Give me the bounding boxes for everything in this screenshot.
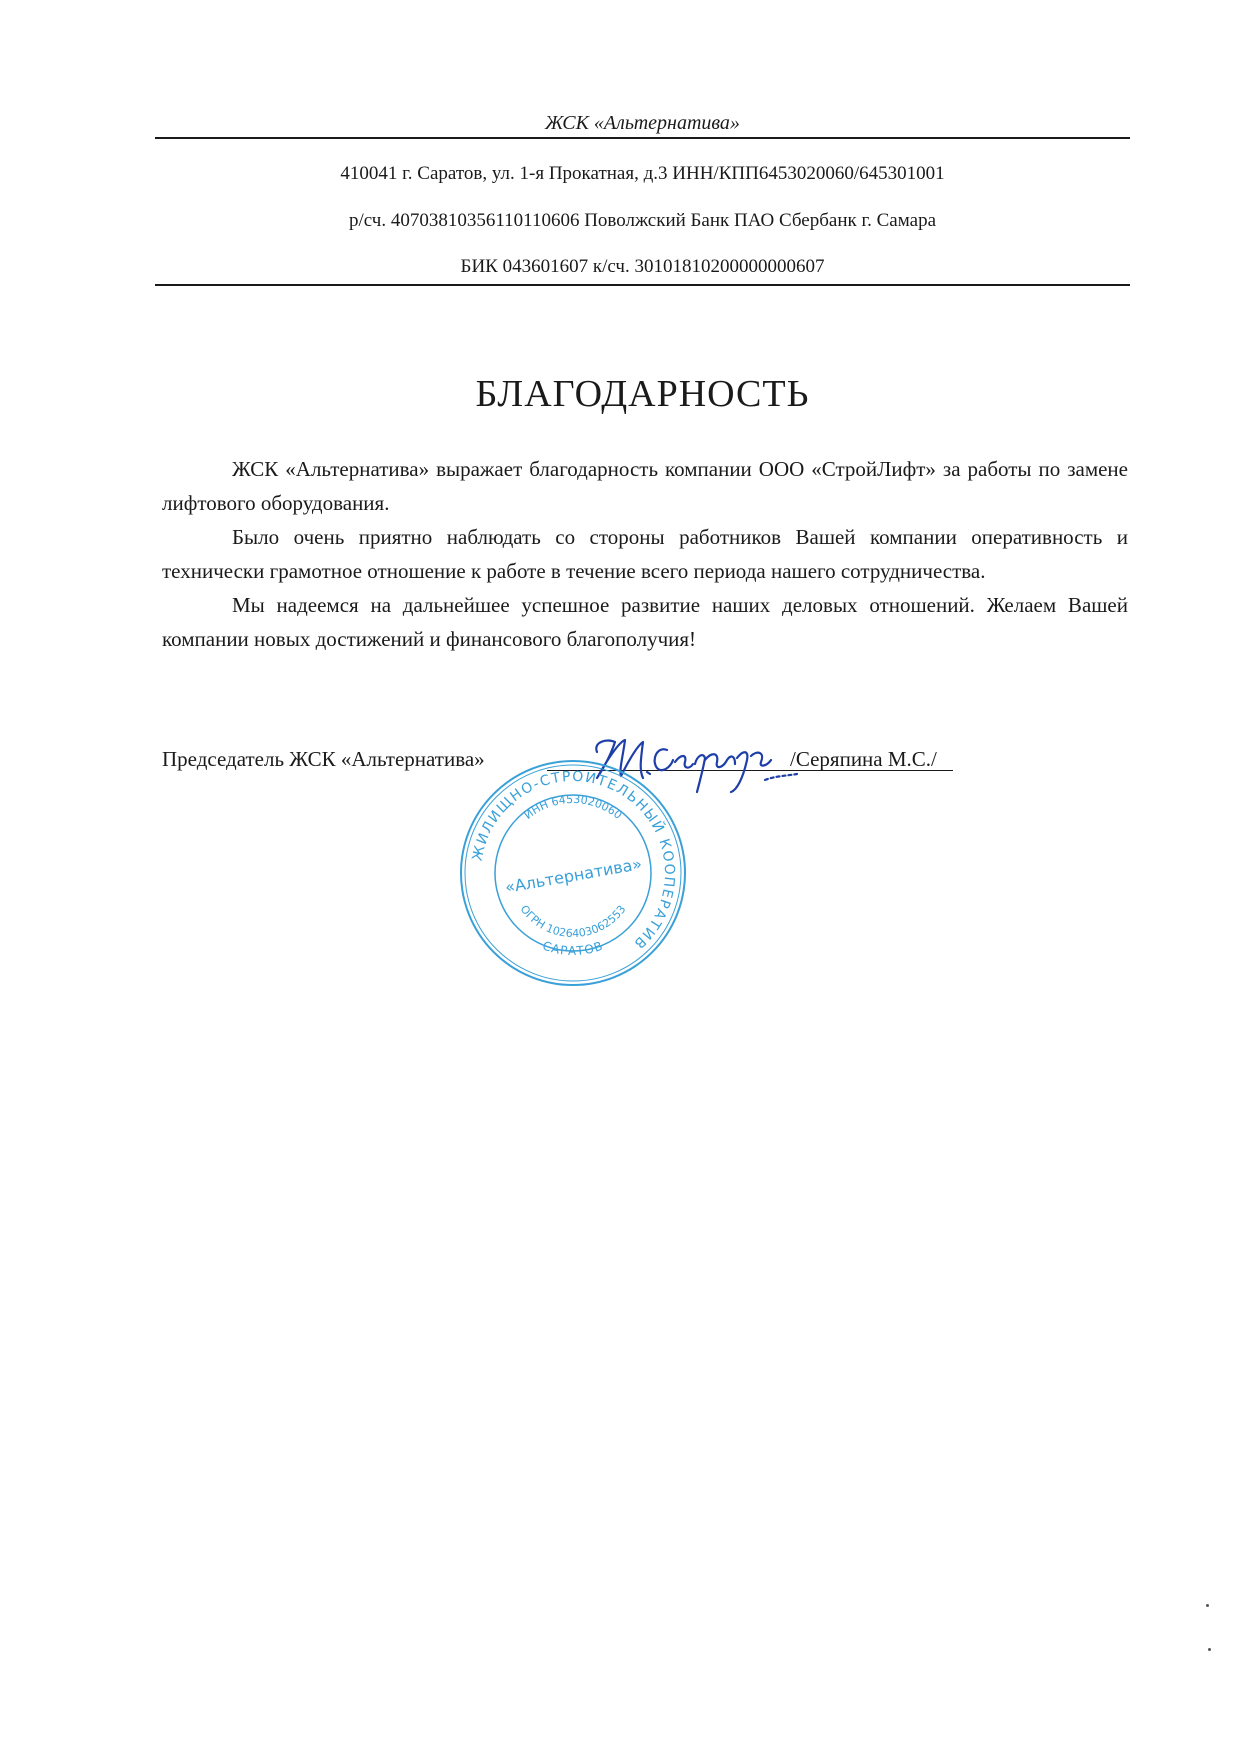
scan-speck (1206, 1604, 1209, 1607)
document-title: БЛАГОДАРНОСТЬ (475, 373, 810, 415)
stamp-outer-text: ЖИЛИЩНО-СТРОИТЕЛЬНЫЙ КООПЕРАТИВ (469, 768, 678, 953)
body-paragraph: ЖСК «Альтернатива» выражает благодарность компании ООО «СтройЛифт» за работы по замене лифтового оборудования. (162, 457, 1128, 515)
header-top-rule (155, 137, 1130, 139)
letter-body (162, 452, 1128, 656)
organization-stamp (455, 755, 691, 991)
scan-speck (1208, 1648, 1211, 1651)
stamp-city: САРАТОВ (540, 938, 606, 958)
signer-name: /Серяпина М.С./ (790, 747, 937, 771)
header-bank-account: р/сч. 40703810356110110606 Поволжский Банк ПАО Сбербанк г. Самара (348, 210, 937, 231)
body-paragraph: Было очень приятно наблюдать со стороны работников Вашей компании оперативность и технически грамотное отношение к работе в течение всего периода нашего сотрудничества. (162, 525, 1128, 583)
stamp-center-name: «Альтернатива» (503, 854, 644, 897)
header-bottom-rule (155, 284, 1130, 286)
header-address: 410041 г. Саратов, ул. 1-я Прокатная, д.3 ИНН/КПП6453020060/645301001 (340, 163, 945, 184)
stamp-ogrn: ОГРН 1026403062553 (517, 902, 629, 941)
header-org-name: ЖСК «Альтернатива» (545, 112, 740, 134)
signer-position: Председатель ЖСК «Альтернатива» (162, 747, 485, 771)
header-bik: БИК 043601607 к/сч. 30101810200000000607 (460, 256, 825, 277)
stamp-inn: ИНН 6453020060 (521, 792, 625, 822)
body-paragraph: Мы надеемся на дальнейшее успешное развитие наших деловых отношений. Желаем Вашей компании новых достижений и финансового благополучия! (162, 593, 1128, 651)
